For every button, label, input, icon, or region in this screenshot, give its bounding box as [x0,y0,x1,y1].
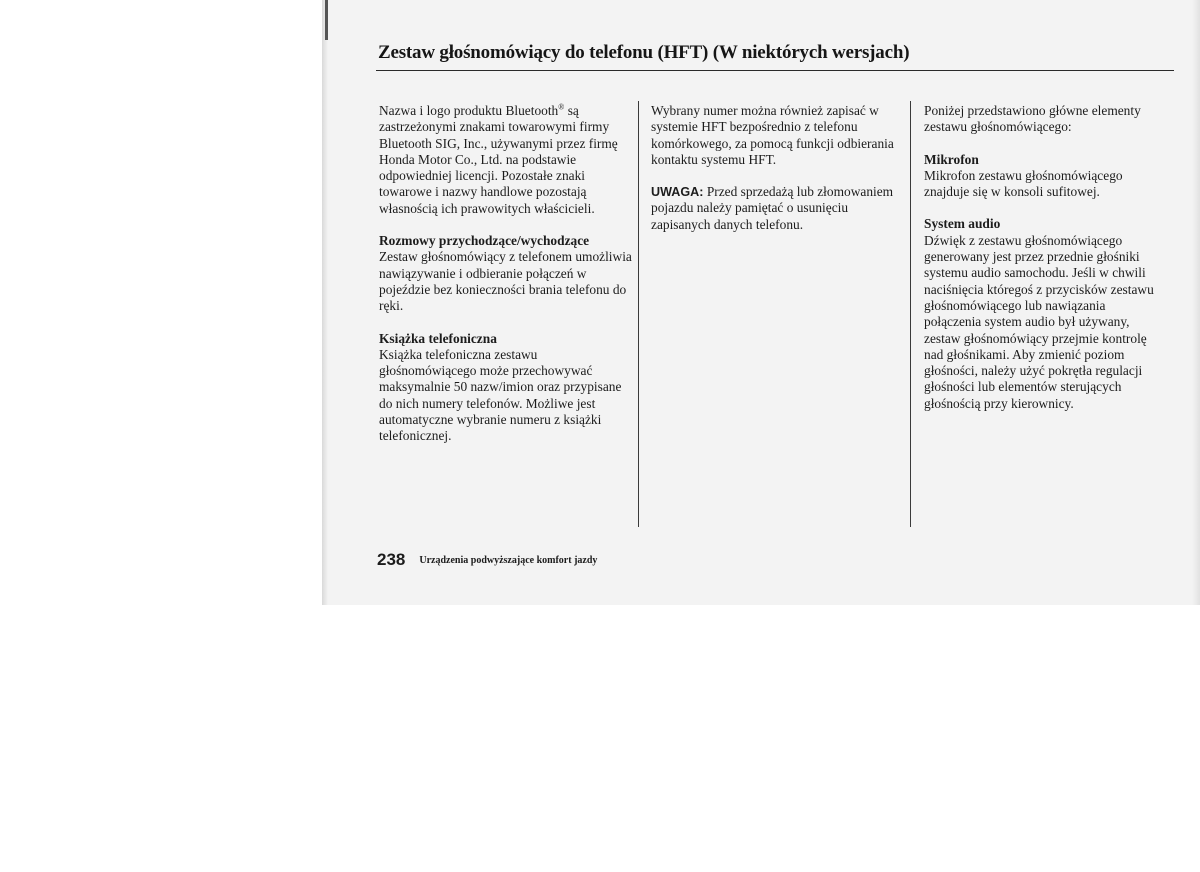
registered-mark: ® [558,102,565,112]
note-text: Przed sprzedażą lub złomowaniem pojazdu należy pamiętać o usunięciu zapisanych danych telefonu. [651,184,894,232]
page-right-edge [1192,0,1200,605]
note-paragraph [651,184,906,233]
page-footer [377,550,597,570]
microphone-paragraph: Mikrofon zestawu głośnomówiącego znajduje się w konsoli sufitowej. [924,167,1123,200]
scan-edge-mark [325,0,328,40]
calls-heading: Rozmowy przychodzące/wychodzące [379,233,590,249]
phonebook-heading: Książka telefoniczna [379,330,497,346]
column-3 [924,103,1166,412]
phonebook-paragraph: Książka telefoniczna zestawu głośnomówiącego może przechowywać maksymalnie 50 nazw/imion oraz przypisane do nich numery telefonów. Możliwe jest automatyczne wybranie numeru z książki telefonicznej. [379,346,622,444]
audio-heading: System audio [924,216,1001,232]
page-binding-shadow [322,0,328,605]
column-divider [638,101,639,527]
components-intro: Poniżej przedstawiono główne elementy zestawu głośnomówiącego: [924,103,1141,135]
title-rule [376,70,1174,71]
trademark-paragraph: Nazwa i logo produktu Bluetooth® są zastrzeżonymi znakami towarowymi firmy Bluetooth SIG, Inc., używanymi przez firmę Honda Motor Co., Ltd. na podstawie odpowiedniej licencji. Pozostałe znaki towarowe i nazwy handlowe pozostają własnością ich prawowitych właścicieli. [379,102,618,216]
note-label: UWAGA: [651,185,704,200]
section-name: Urządzenia podwyższające komfort jazdy [419,555,598,566]
microphone-heading: Mikrofon [924,151,979,167]
column-2 [651,103,906,233]
column-divider [910,101,911,527]
column-1 [379,103,634,445]
page-title: Zestaw głośnomówiący do telefonu (HFT) (W niektórych wersjach) [378,42,910,63]
page-number: 238 [377,550,406,569]
calls-paragraph: Zestaw głośnomówiący z telefonem umożliwia nawiązywanie i odbieranie połączeń w pojeździe bez konieczności brania telefonu do ręki. [379,249,632,314]
save-number-paragraph: Wybrany numer można również zapisać w systemie HFT bezpośrednio z telefonu komórkowego, za pomocą funkcji odbierania kontaktu systemu HFT. [651,103,894,167]
audio-paragraph: Dźwięk z zestawu głośnomówiącego generowany jest przez przednie głośniki systemu audio samochodu. Jeśli w chwili naciśnięcia któregoś z przycisków zestawu głośnomówiącego lub nawiązania połączenia system audio był używany, zestaw głośnomówiący przejmie kontrolę nad głośnikami. Aby zmienić poziom głośności, należy użyć pokrętła regulacji głośności lub elementów sterujących głośnością przy kierownicy. [924,232,1154,411]
